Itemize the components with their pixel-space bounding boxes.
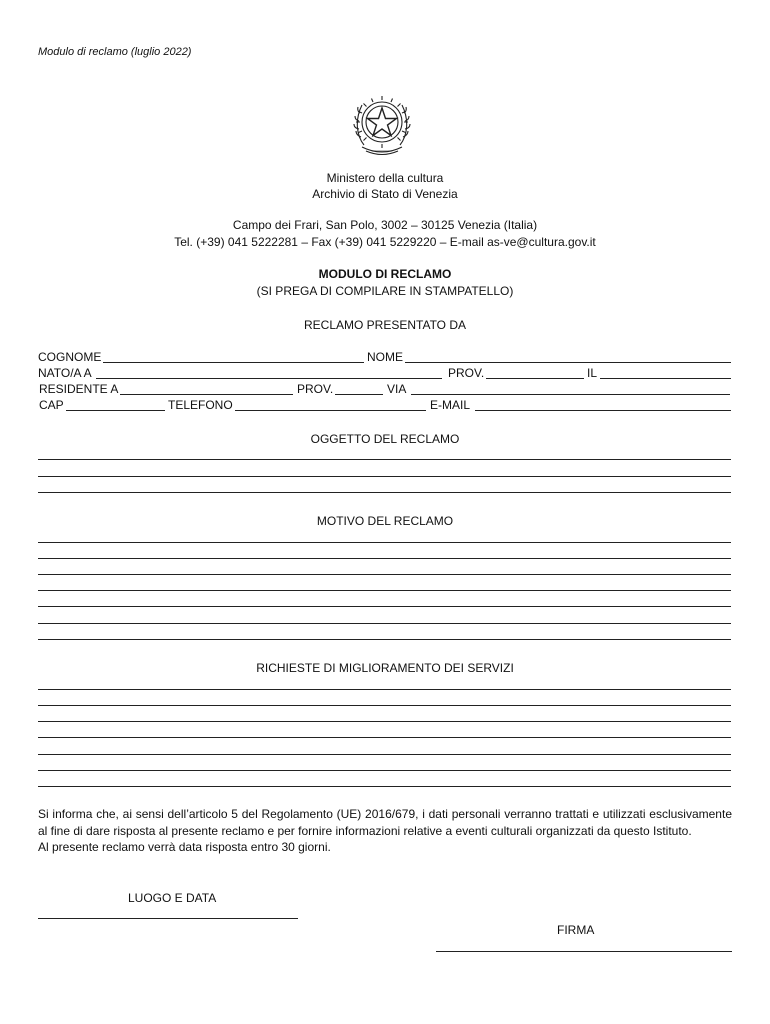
response-time-text: Al presente reclamo verrà data risposta entro 30 giorni. <box>38 840 331 854</box>
motivo-line[interactable] <box>38 639 731 640</box>
archive-address: Campo dei Frari, San Polo, 3002 – 30125 Venezia (Italia) <box>232 218 538 232</box>
archive-name: Archivio di Stato di Venezia <box>312 187 458 201</box>
luogo-data-label: LUOGO E DATA <box>128 891 217 905</box>
richieste-line[interactable] <box>38 754 731 755</box>
row-nascita <box>38 366 731 381</box>
cognome-label: COGNOME <box>38 350 102 364</box>
oggetto-line[interactable] <box>38 459 731 460</box>
telefono-label: TELEFONO <box>168 398 233 412</box>
document-header-note: Modulo di reclamo (luglio 2022) <box>38 46 192 58</box>
cap-field[interactable] <box>66 410 165 411</box>
richieste-line[interactable] <box>38 786 731 787</box>
richieste-heading: RICHIESTE DI MIGLIORAMENTO DEI SERVIZI <box>256 661 514 675</box>
oggetto-heading: OGGETTO DEL RECLAMO <box>310 432 460 446</box>
data-nascita-field[interactable] <box>600 378 731 379</box>
richieste-line[interactable] <box>38 689 731 690</box>
email-label: E-MAIL <box>430 398 471 412</box>
row-residenza <box>38 382 731 397</box>
residente-a-label: RESIDENTE A <box>39 382 119 396</box>
email-field[interactable] <box>475 410 731 411</box>
richieste-line[interactable] <box>38 721 731 722</box>
cap-label: CAP <box>39 398 64 412</box>
via-field[interactable] <box>411 394 730 395</box>
cognome-field[interactable] <box>102 362 364 363</box>
motivo-heading: MOTIVO DEL RECLAMO <box>316 514 454 528</box>
presented-by-heading: RECLAMO PRESENTATO DA <box>303 318 467 332</box>
motivo-line[interactable] <box>38 590 731 591</box>
prov-nascita-label: PROV. <box>448 366 485 380</box>
form-title: MODULO DI RECLAMO <box>318 267 452 281</box>
motivo-line[interactable] <box>38 606 731 607</box>
richieste-line[interactable] <box>38 770 731 771</box>
telefono-field[interactable] <box>231 410 426 411</box>
row-cognome-nome <box>38 350 731 365</box>
motivo-line[interactable] <box>38 542 731 543</box>
prov-nascita-field[interactable] <box>486 378 584 379</box>
privacy-text: Si informa che, ai sensi dell’articolo 5 del Regolamento (UE) 2016/679, i dati personali verranno trattati e utilizzati esclusivamente al fine di dare risposta al presente reclamo e per fornire informazioni relative a eventi culturali organizzati da questo Istituto. <box>38 807 732 838</box>
oggetto-line[interactable] <box>38 476 731 477</box>
firma-label: FIRMA <box>557 923 595 937</box>
via-label: VIA <box>387 382 407 396</box>
il-label: IL <box>587 366 598 380</box>
luogo-nascita-field[interactable] <box>96 378 442 379</box>
richieste-line[interactable] <box>38 705 731 706</box>
prov-residenza-label: PROV. <box>297 382 334 396</box>
archive-contacts: Tel. (+39) 041 5222281 – Fax (+39) 041 5229220 – E-mail as-ve@cultura.gov.it <box>174 235 596 249</box>
motivo-line[interactable] <box>38 558 731 559</box>
ministry-name: Ministero della cultura <box>326 171 444 185</box>
motivo-line[interactable] <box>38 623 731 624</box>
nato-a-label: NATO/A A <box>38 366 92 380</box>
oggetto-line[interactable] <box>38 492 731 493</box>
richieste-line[interactable] <box>38 737 731 738</box>
nome-label: NOME <box>367 350 403 364</box>
form-subtitle: (SI PREGA DI COMPILARE IN STAMPATELLO) <box>256 284 514 298</box>
italian-republic-emblem-icon <box>352 89 412 161</box>
motivo-line[interactable] <box>38 574 731 575</box>
nome-field[interactable] <box>404 362 731 363</box>
firma-field[interactable] <box>436 951 732 952</box>
residenza-field[interactable] <box>118 394 293 395</box>
privacy-notice <box>38 806 732 856</box>
prov-residenza-field[interactable] <box>335 394 383 395</box>
luogo-data-field[interactable] <box>38 918 298 919</box>
row-contatti <box>38 398 731 413</box>
